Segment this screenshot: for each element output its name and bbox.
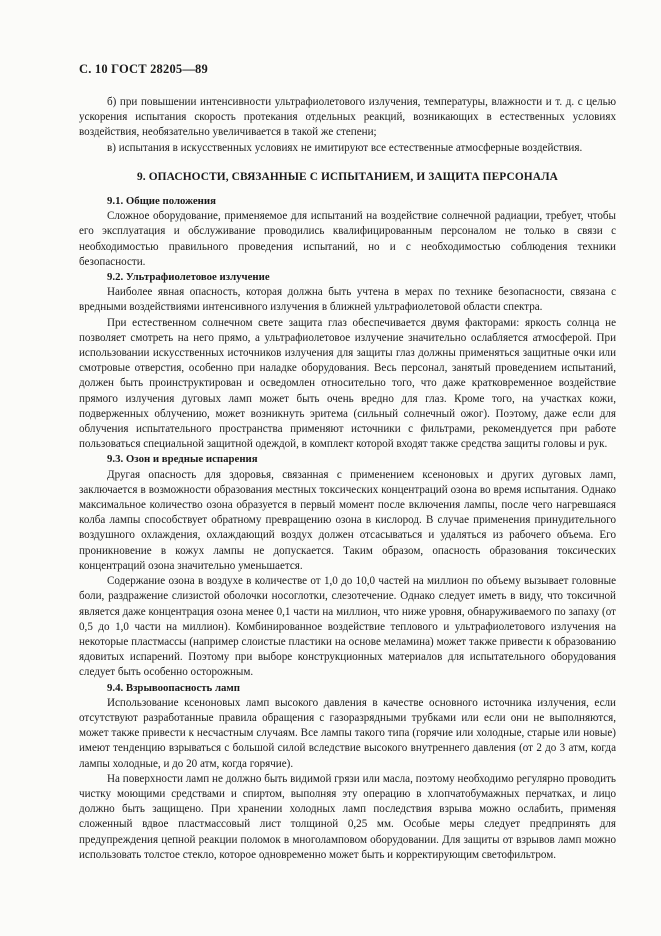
page-header: С. 10 ГОСТ 28205—89 <box>79 62 208 76</box>
subsection-9-2-paragraph-2: При естественном солнечном свете защита глаз обеспечивается двумя факторами: яркость солнца не позволяет смотреть на него прямо, а ультрафиолетовое излучение значительно ослабляется атмосферой. При использовании искусственных источников излучения для защиты глаз должны применяться защитные очки или смотровые отверстия, особенно при наладке оборудования. Весь персонал, занятый проведением испытаний, должен быть проинструктирован и осведомлен относительно того, что даже кратковременное воздействие прямого излучения дуговых ламп может быть очень вредно для глаз. Кроме того, на участках кожи, подверженных облучению, может возникнуть эритема (сильный солнечный ожог). Поэтому, даже если для облучения испытательного пространства применяют источники с фильтрами, рекомендуется при работе пользоваться специальной защитной одеждой, в комплект которой входят также средства защиты головы и рук. <box>79 316 616 451</box>
subsection-9-3-paragraph-1: Другая опасность для здоровья, связанная с применением ксеноновых и других дуговых ламп, заключается в возможности образования местных токсических концентраций озона во время испытания. Однако максимальное количество озона образуется в первый момент после включения лампы, после чего нагревшаяся колба лампы способствует обратному превращению озона в кислород. В случае применения принудительного воздушного охлаждения, охлаждающий воздух должен отсасываться и удаляться из рабочего объема. Его проникновение в кожух лампы не допускается. Таким образом, опасность образования токсических концентраций озона значительно уменьшается. <box>79 468 616 572</box>
subsection-9-4-paragraph-1: Использование ксеноновых ламп высокого давления в качестве основного источника излучения, если отсутствуют разработанные правила обращения с газоразрядными трубками или если они не выполняются, может также привести к несчастным случаям. Все лампы такого типа (горячие или холодные, старые или новые) имеют тенденцию взрываться с большой силой вследствие высокого внутреннего давления (от 2 до 3 атм, когда лампы холодные, и до 20 атм, когда горячие). <box>79 696 616 770</box>
subsection-9-2-paragraph-1: Наиболее явная опасность, которая должна быть учтена в мерах по технике безопасности, связана с вредными воздействиями интенсивного излучения в ближней ультрафиолетовой области спектра. <box>79 286 616 314</box>
subsection-9-3-paragraph-2: Содержание озона в воздухе в количестве от 1,0 до 10,0 частей на миллион по объему вызывает головные боли, раздражение слизистой оболочки носоглотки, слезотечение. Однако следует иметь в виду, что токсичной является даже концентрация озона менее 0,1 части на миллион, что ниже уровня, обнаруживаемого по запаху (от 0,5 до 1,0 части на миллион). Комбинированное воздействие теплового и ультрафиолетового излучения на некоторые пластмассы (например слоистые пластики на основе меламина) может также привести к образованию ядовитых испарений. Поэтому при выборе конструкционных материалов для испытательного оборудования следует быть особенно осторожным. <box>79 575 616 679</box>
document-body <box>79 95 616 863</box>
section-title: 9. ОПАСНОСТИ, СВЯЗАННЫЕ С ИСПЫТАНИЕМ, И ЗАЩИТА ПЕРСОНАЛА <box>137 170 558 183</box>
subsection-9-1-title: 9.1. Общие положения <box>107 195 216 208</box>
paragraph-v: в) испытания в искусственных условиях не имитируют все естественные атмосферные воздействия. <box>107 141 583 154</box>
paragraph-b: б) при повышении интенсивности ультрафиолетового излучения, температуры, влажности и т. д. с целью ускорения испытания скорость протекания отдельных реакций, возникающих в естественных условиях воздействия, необязательно увеличивается в такой же степени; <box>79 96 616 139</box>
subsection-9-3-title: 9.3. Озон и вредные испарения <box>107 453 258 466</box>
subsection-9-2-title: 9.2. Ультрафиолетовое излучение <box>107 271 270 284</box>
subsection-9-4-title: 9.4. Взрывоопасность ламп <box>107 681 240 694</box>
subsection-9-4-paragraph-2: На поверхности ламп не должно быть видимой грязи или масла, поэтому необходимо регулярно проводить чистку моющими средствами и спиртом, выполняя эту операцию в хлопчатобумажных перчатках, и лицо должно быть защищено. При хранении холодных ламп последствия взрыва можно ослабить, применяя сложенный вдвое пластмассовый лист толщиной 0,25 мм. Особые меры следует предпринять для предупреждения цепной реакции поломок в многоламповом оборудовании. Для защиты от взрывов ламп можно использовать толстое стекло, которое одновременно может быть и корректирующим светофильтром. <box>79 772 616 861</box>
subsection-9-1-paragraph: Сложное оборудование, применяемое для испытаний на воздействие солнечной радиации, требует, чтобы его эксплуатация и обслуживание проводились квалифицированным персоналом не только в связи с необходимостью правильного проведения испытаний, но и с необходимостью соблюдения техники безопасности. <box>79 210 616 268</box>
